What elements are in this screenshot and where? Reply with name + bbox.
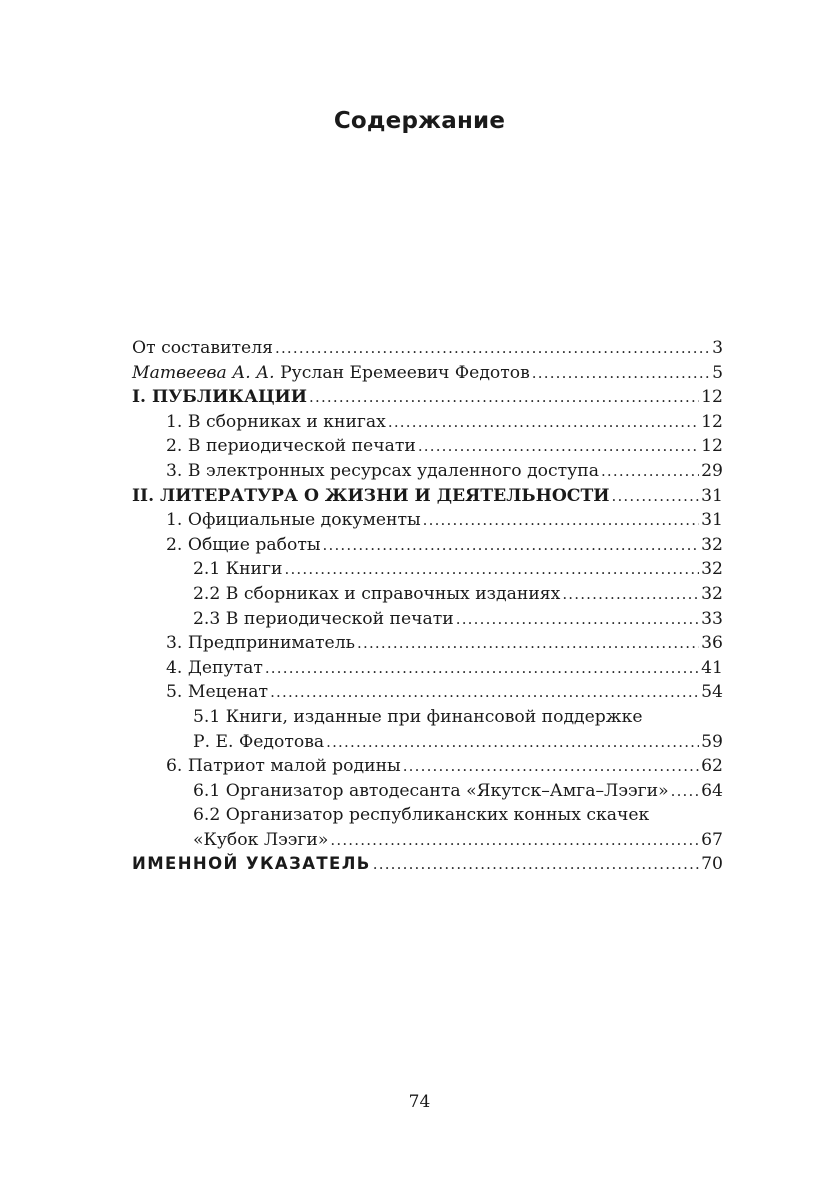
toc-entry[interactable] bbox=[132, 508, 723, 533]
toc-entry-title: 2. В периодической печати bbox=[166, 436, 416, 457]
page-title: Содержание bbox=[333, 108, 506, 134]
dot-leader bbox=[326, 730, 699, 755]
toc-entry-page: 5 bbox=[712, 362, 723, 383]
toc-entry-title: 5. Меценат bbox=[166, 682, 269, 703]
toc-entry-label bbox=[166, 410, 386, 435]
toc-entry-page: 12 bbox=[701, 436, 723, 457]
toc-entry[interactable] bbox=[132, 631, 723, 656]
toc-entry-label bbox=[132, 385, 307, 410]
toc-entry-label bbox=[193, 607, 454, 632]
toc-entry[interactable] bbox=[132, 459, 723, 484]
toc-entry-page: 59 bbox=[701, 731, 723, 752]
toc-entry[interactable] bbox=[132, 410, 723, 435]
toc-entry-title: ИМЕННОЙ УКАЗАТЕЛЬ bbox=[132, 854, 371, 874]
dot-leader bbox=[357, 631, 699, 656]
toc-entry-label bbox=[132, 852, 371, 877]
toc-entry-title: «Кубок Лээги» bbox=[193, 829, 329, 850]
toc-entry[interactable] bbox=[132, 385, 723, 410]
toc-entry[interactable] bbox=[132, 828, 723, 853]
toc-entry-title: Р. Е. Федотова bbox=[193, 731, 325, 752]
dot-leader bbox=[601, 459, 699, 484]
toc-entry-page: 32 bbox=[701, 559, 723, 580]
dot-leader bbox=[562, 582, 699, 607]
toc-entry[interactable] bbox=[132, 852, 723, 877]
toc-entry-title: 6.1 Организатор автодесанта «Якутск–Амга–Лээги» bbox=[193, 780, 669, 801]
toc-entry-label bbox=[166, 459, 599, 484]
toc-entry-page: 62 bbox=[701, 756, 723, 777]
toc-entry[interactable] bbox=[132, 730, 723, 755]
toc-entry-label bbox=[193, 828, 328, 853]
toc-entry-label bbox=[193, 582, 560, 607]
toc-entry-page: 32 bbox=[701, 583, 723, 604]
toc-entry[interactable] bbox=[132, 336, 723, 361]
toc-entry[interactable] bbox=[132, 484, 723, 509]
toc-entry-author: Матвеева А. А. bbox=[132, 362, 275, 383]
toc-entry-title: 1. Официальные документы bbox=[166, 510, 421, 531]
dot-leader bbox=[265, 656, 699, 681]
toc-entry-page: 36 bbox=[701, 633, 723, 654]
toc-entry-page: 3 bbox=[712, 338, 723, 358]
toc-entry-label bbox=[166, 533, 321, 558]
toc-entry-label bbox=[193, 707, 643, 727]
table-of-contents bbox=[132, 336, 723, 877]
toc-entry-title: От составителя bbox=[132, 338, 273, 358]
toc-entry-title: 5.1 Книги, изданные при финансовой поддержке bbox=[193, 706, 643, 727]
toc-entry-title: 6.2 Организатор республиканских конных скачек bbox=[193, 805, 650, 826]
dot-leader bbox=[373, 852, 699, 877]
toc-entry[interactable] bbox=[132, 557, 723, 582]
toc-entry-label bbox=[166, 508, 421, 533]
toc-entry-page: 31 bbox=[701, 510, 723, 531]
toc-entry-label bbox=[132, 336, 273, 361]
toc-entry-title: 2. Общие работы bbox=[166, 534, 321, 555]
toc-entry-label bbox=[166, 680, 268, 705]
toc-entry-label bbox=[166, 754, 401, 779]
toc-entry-page: 54 bbox=[701, 682, 723, 703]
dot-leader bbox=[671, 779, 700, 804]
dot-leader bbox=[423, 508, 699, 533]
dot-leader bbox=[284, 557, 699, 582]
toc-entry-label bbox=[132, 361, 530, 386]
toc-entry[interactable] bbox=[132, 361, 723, 386]
dot-leader bbox=[456, 607, 699, 632]
toc-entry-page: 12 bbox=[701, 387, 723, 408]
toc-entry-title: 4. Депутат bbox=[166, 657, 263, 678]
toc-entry[interactable] bbox=[132, 533, 723, 558]
toc-entry[interactable] bbox=[132, 582, 723, 607]
toc-entry[interactable] bbox=[132, 607, 723, 632]
toc-entry-label bbox=[166, 656, 263, 681]
toc-entry-label bbox=[193, 557, 282, 582]
toc-entry-page: 12 bbox=[701, 411, 723, 432]
toc-entry-title: Руслан Еремеевич Федотов bbox=[274, 362, 530, 383]
toc-entry-label bbox=[132, 484, 610, 509]
toc-entry-page: 67 bbox=[701, 829, 723, 850]
dot-leader bbox=[309, 385, 699, 410]
toc-entry-title: 2.1 Книги bbox=[193, 559, 283, 580]
toc-entry-title: 3. В электронных ресурсах удаленного доступа bbox=[166, 460, 599, 481]
dot-leader bbox=[418, 434, 699, 459]
toc-entry-label bbox=[193, 805, 649, 825]
dot-leader bbox=[532, 361, 710, 386]
toc-entry-label bbox=[193, 779, 669, 804]
toc-entry-page: 70 bbox=[701, 854, 723, 875]
toc-entry[interactable] bbox=[132, 705, 723, 730]
toc-entry-title: I. ПУБЛИКАЦИИ bbox=[132, 387, 308, 408]
toc-entry-title: 2.2 В сборниках и справочных изданиях bbox=[193, 583, 561, 604]
dot-leader bbox=[270, 680, 699, 705]
toc-entry[interactable] bbox=[132, 754, 723, 779]
toc-entry-page: 29 bbox=[701, 460, 723, 481]
toc-entry[interactable] bbox=[132, 656, 723, 681]
toc-entry-title: 2.3 В периодической печати bbox=[193, 608, 454, 629]
toc-entry[interactable] bbox=[132, 803, 723, 828]
toc-entry-title: 6. Патриот малой родины bbox=[166, 756, 401, 777]
toc-entry-title: II. ЛИТЕРАТУРА О ЖИЗНИ И ДЕЯТЕЛЬНОСТИ bbox=[132, 485, 610, 506]
dot-leader bbox=[330, 828, 699, 853]
toc-entry[interactable] bbox=[132, 434, 723, 459]
page-number: 74 bbox=[408, 1092, 431, 1112]
toc-entry-page: 41 bbox=[701, 657, 723, 678]
toc-entry-label bbox=[166, 631, 355, 656]
toc-entry-title: 3. Предприниматель bbox=[166, 633, 356, 654]
dot-leader bbox=[388, 410, 699, 435]
toc-entry-title: 1. В сборниках и книгах bbox=[166, 411, 386, 432]
toc-entry-page: 64 bbox=[701, 780, 723, 801]
dot-leader bbox=[275, 336, 710, 361]
toc-entry-label bbox=[193, 730, 324, 755]
toc-entry-page: 32 bbox=[701, 534, 723, 555]
dot-leader bbox=[323, 533, 700, 558]
toc-entry[interactable] bbox=[132, 779, 723, 804]
toc-entry-page: 31 bbox=[701, 485, 723, 506]
dot-leader bbox=[403, 754, 699, 779]
toc-entry-label bbox=[166, 434, 416, 459]
toc-entry-page: 33 bbox=[701, 608, 723, 629]
toc-entry[interactable] bbox=[132, 680, 723, 705]
dot-leader bbox=[612, 484, 700, 509]
